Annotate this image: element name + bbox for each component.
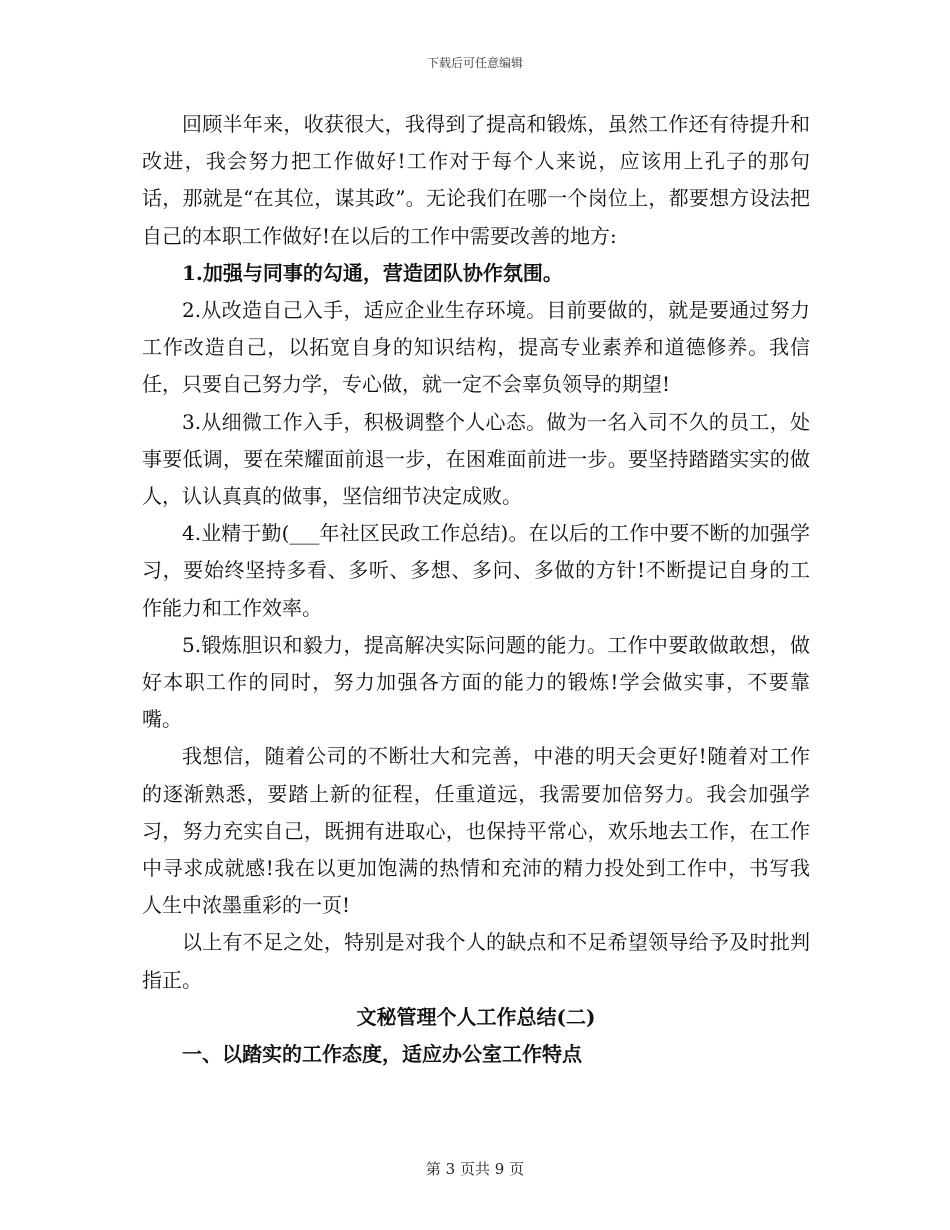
section-subheading: 一、以踏实的工作态度，适应办公室工作特点: [182, 1042, 582, 1067]
paragraph-item-4: 4.业精于勤(___年社区民政工作总结)。在以后的工作中要不断的加强学习，要始终坚持多看、多听、多想、多问、多做的方针!不断提记自身的工作能力和工作效率。: [142, 521, 810, 620]
document-body: [142, 106, 810, 1073]
paragraph-closing: 以上有不足之处，特别是对我个人的缺点和不足希望领导给予及时批判指正。: [142, 930, 810, 992]
paragraph-item-1: 1.加强与同事的勾通，营造团队协作氛围。: [182, 260, 563, 285]
paragraph-intro: 回顾半年来，收获很大，我得到了提高和锻炼，虽然工作还有待提升和改进，我会努力把工作做好!工作对于每个人来说，应该用上孔子的那句话，那就是“在其位，谋其政”。无论我们在哪一个岗位上，都要想方设法把自己的本职工作做好!在以后的工作中需要改善的地方:: [142, 112, 810, 248]
paragraph-item-3: 3.从细微工作入手，积极调整个人心态。做为一名入司不久的员工，处事要低调，要在荣耀面前退一步，在困难面前进一步。要坚持踏踏实实的做人，认认真真的做事，坚信细节决定成败。: [142, 409, 810, 509]
section-title: 文秘管理个人工作总结(二): [356, 1004, 596, 1029]
paragraph-outlook: 我想信，随着公司的不断壮大和完善，中港的明天会更好!随着对工作的逐渐熟悉，要踏上新的征程，任重道远，我需要加倍努力。我会加强学习，努力充实自己，既拥有进取心，也保持平常心，欢乐地去工作，在工作中寻求成就感!我在以更加饱满的热情和充沛的精力投处到工作中，书写我人生中浓墨重彩的一页!: [142, 744, 810, 918]
page-header: 下载后可任意编辑: [426, 56, 523, 70]
paragraph-item-2: 2.从改造自己入手，适应企业生存环境。目前要做的，就是要通过努力工作改造自己，以拓宽自身的知识结构，提高专业素养和道德修养。我信任，只要自己努力学，专心做，就一定不会辜负领导的期望!: [142, 298, 810, 397]
paragraph-item-5: 5.锻炼胆识和毅力，提高解决实际问题的能力。工作中要敢做敢想，做好本职工作的同时，努力加强各方面的能力的锻炼!学会做实事，不要靠嘴。: [142, 632, 810, 732]
page-footer: 第 3 页共 9 页: [425, 1160, 525, 1178]
